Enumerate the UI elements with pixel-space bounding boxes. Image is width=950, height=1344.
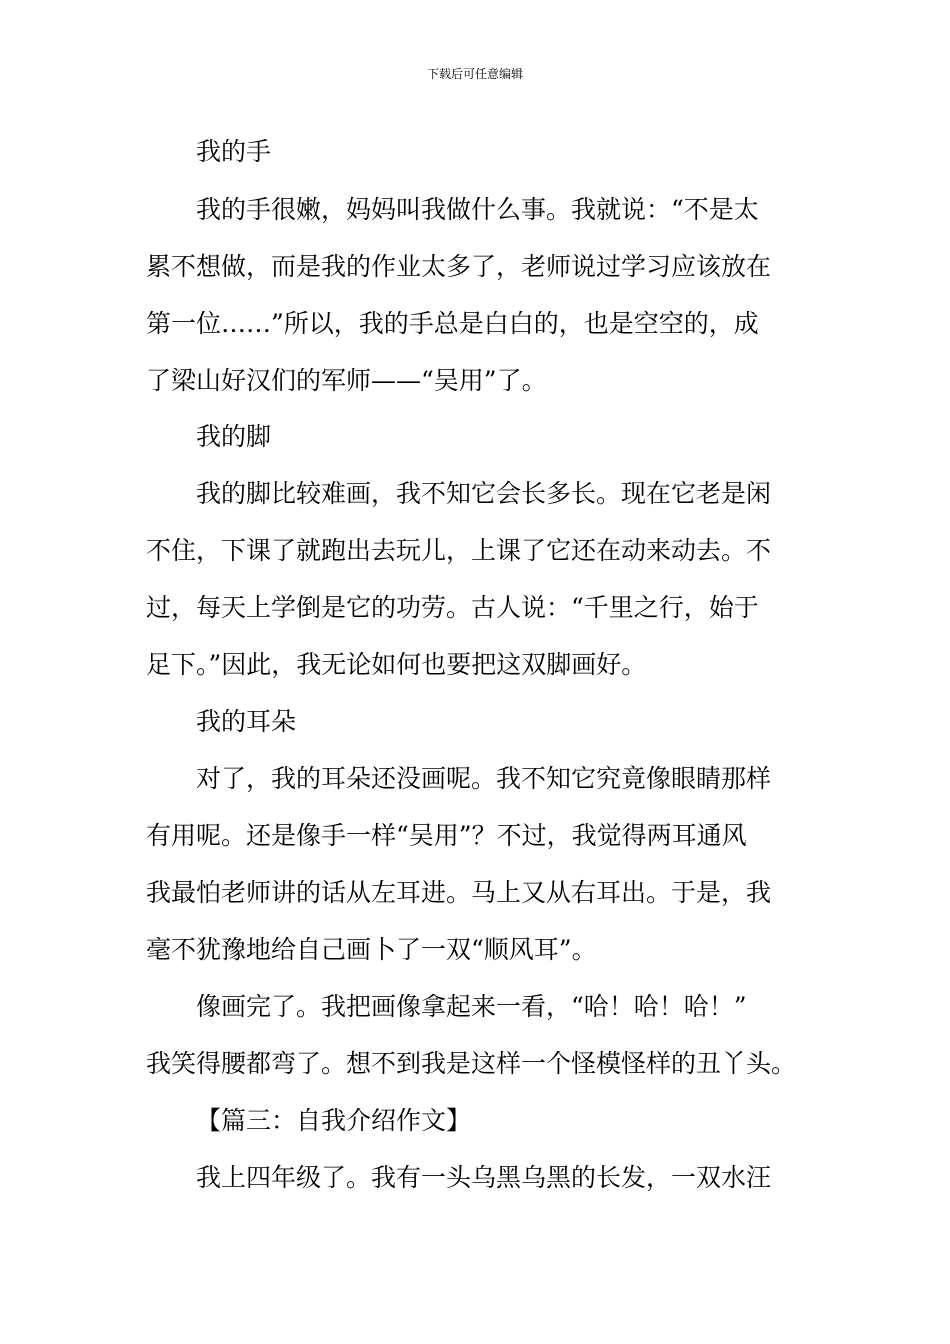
paragraph-line: 足下。”因此，我无论如何也要把这双脚画好。: [146, 650, 647, 679]
section-heading-ear: 我的耳朵: [196, 707, 297, 736]
paragraph-line: 了梁山好汉们的军师——“吴用”了。: [146, 366, 547, 395]
paragraph-line: 累不想做，而是我的作业太多了，老师说过学习应该放在: [146, 252, 772, 281]
paragraph-line: 我笑得腰都弯了。想不到我是这样一个怪模怪样的丑丫头。: [146, 1049, 797, 1078]
paragraph-line: 我最怕老师讲的话从左耳进。马上又从右耳出。于是，我: [146, 878, 772, 907]
paragraph-line: 不住，下课了就跑出去玩儿，上课了它还在动来动去。不: [146, 536, 772, 565]
paragraph-line: 毫不犹豫地给自己画卜了一双“顺风耳”。: [146, 935, 597, 964]
section-heading-hand: 我的手: [196, 137, 272, 166]
section-heading-part-three: 【篇三：自我介绍作文】: [196, 1106, 472, 1135]
paragraph-line: 我的手很嫩，妈妈叫我做什么事。我就说：“不是太: [196, 195, 759, 224]
section-heading-foot: 我的脚: [196, 422, 272, 451]
paragraph-line: 对了，我的耳朵还没画呢。我不知它究竟像眼睛那样: [196, 764, 772, 793]
paragraph-line: 我的脚比较难画，我不知它会长多长。现在它老是闲: [196, 479, 772, 508]
page-header: 下载后可任意编辑: [426, 67, 523, 81]
paragraph-line: 过，每天上学倒是它的功劳。古人说：“千里之行，始于: [146, 593, 759, 622]
paragraph-line: 我上四年级了。我有一头乌黑乌黑的长发，一双水汪: [196, 1163, 772, 1192]
paragraph-line: 第一位……”所以，我的手总是白白的，也是空空的，成: [146, 309, 759, 338]
paragraph-line: 有用呢。还是像手一样“吴用”？不过，我觉得两耳通风: [146, 821, 747, 850]
paragraph-line: 像画完了。我把画像拿起来一看，“哈！哈！哈！”: [196, 992, 747, 1021]
